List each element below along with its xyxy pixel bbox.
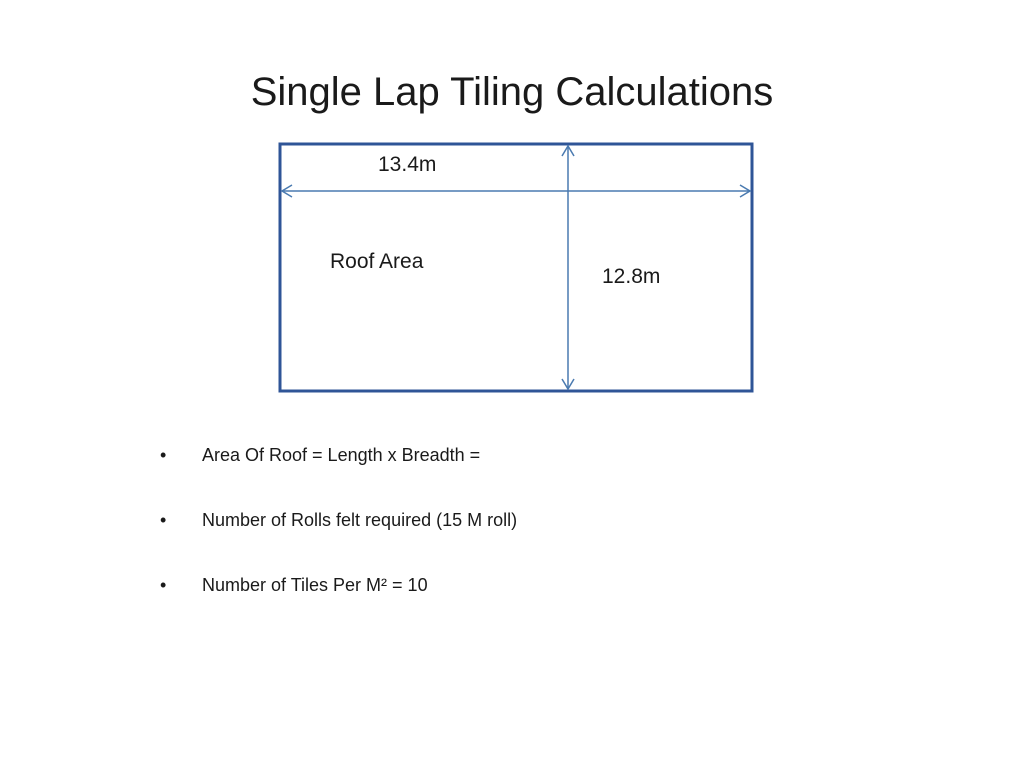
bullet-text: Number of Tiles Per M² = 10 <box>202 575 428 595</box>
bullet-text: Area Of Roof = Length x Breadth = <box>202 445 481 465</box>
height-dimension-label: 12.8m <box>602 265 661 288</box>
bullet-icon: • <box>160 445 167 465</box>
slide-title: Single Lap Tiling Calculations <box>250 70 774 114</box>
bullet-icon: • <box>160 510 167 530</box>
bullet-icon: • <box>160 575 167 595</box>
bullet-text: Number of Rolls felt required (15 M roll) <box>202 510 518 530</box>
bullet-item <box>160 505 517 570</box>
bullet-item <box>160 440 517 505</box>
bullet-item <box>160 570 517 635</box>
width-dimension-label: 13.4m <box>378 153 437 176</box>
roof-area-label: Roof Area <box>330 250 424 273</box>
bullet-list <box>160 440 517 635</box>
